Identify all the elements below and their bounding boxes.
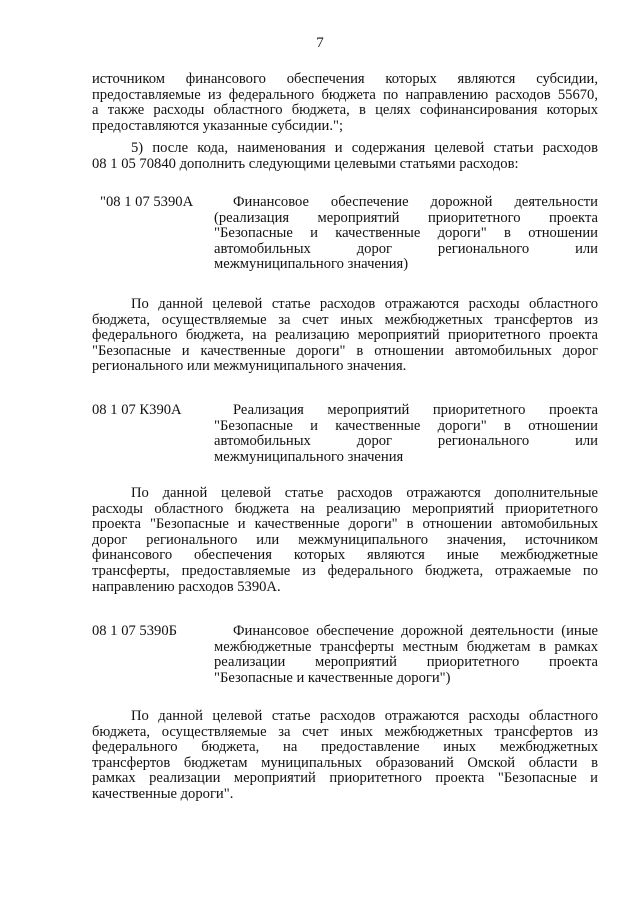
text-line: качественные дороги". [92, 785, 234, 802]
text-line: По данной целевой статье расходов отражаются расходы областного [131, 708, 598, 724]
text-line: автомобильных дорог регионального или [214, 433, 598, 450]
text-line: предоставляемые из федерального бюджета по направлению расходов 55670, [92, 86, 598, 103]
text-line: федерального бюджета, на реализацию мероприятий приоритетного проекта [92, 327, 598, 344]
budget-entry-k390a [92, 403, 598, 483]
text-line: дорог регионального или межмуниципального значения, источником [92, 531, 598, 548]
text-line: автомобильных дорог регионального или [214, 240, 598, 257]
page-number: 7 [316, 35, 324, 51]
entry-name [214, 403, 598, 465]
text-line: (реализация мероприятий приоритетного проекта [214, 209, 598, 226]
text-line: рамках реализации мероприятий приоритетного проекта "Безопасные и [92, 770, 598, 787]
text-line: межмуниципального значения) [214, 256, 409, 273]
text-line: "Безопасные и качественные дороги") [214, 669, 451, 686]
text-line: финансового обеспечения которых являются иные межбюджетные [92, 547, 598, 564]
item-5-paragraph [92, 141, 598, 172]
text-line: предоставляются указанные субсидии."; [92, 117, 344, 134]
entry-description [92, 297, 598, 375]
text-line: По данной целевой статье расходов отражаются расходы областного [131, 296, 598, 312]
text-line: реализации мероприятий приоритетного проекта [214, 654, 598, 671]
text-line: Финансовое обеспечение дорожной деятельности (иные [233, 623, 598, 639]
text-line: бюджета, осуществляемые за счет иных межбюджетных трансфертов из [92, 311, 598, 328]
text-line: трансфертов бюджетам муниципальных образований Омской области в [92, 754, 598, 771]
text-line: источником финансового обеспечения которых являются субсидии, [92, 71, 598, 87]
text-line: федерального бюджета, на предоставление иных межбюджетных [92, 739, 598, 756]
budget-entry-5390b [92, 624, 598, 704]
text-line: проекта "Безопасные и качественные дороги" в отношении автомобильных [92, 516, 598, 533]
text-line: направлению расходов 5390А. [92, 578, 281, 595]
text-line: бюджета, осуществляемые за счет иных межбюджетных трансфертов из [92, 723, 598, 740]
entry-description [92, 486, 598, 595]
text-line: "Безопасные и качественные дороги" в отношении [214, 225, 598, 242]
text-line: 08 1 05 70840 дополнить следующими целевыми статьями расходов: [92, 155, 519, 172]
text-line: 5) после кода, наименования и содержания целевой статьи расходов [131, 140, 598, 156]
intro-paragraph [92, 72, 598, 134]
text-line: межмуниципального значения [214, 448, 404, 465]
budget-entry-5390a [92, 195, 598, 275]
entry-name [214, 195, 598, 273]
text-line: "Безопасные и качественные дороги" в отношении [214, 417, 598, 434]
text-line: Реализация мероприятий приоритетного проекта [233, 402, 598, 418]
entry-code: 08 1 07 К390А [92, 402, 182, 418]
entry-code: 08 1 07 5390Б [92, 623, 177, 639]
text-line: межбюджетные трансферты местным бюджетам в рамках [214, 638, 598, 655]
text-line: "Безопасные и качественные дороги" в отношении автомобильных дорог [92, 342, 598, 359]
entry-description [92, 709, 598, 803]
text-line: По данной целевой статье расходов отражаются дополнительные [131, 485, 598, 501]
text-line: а также расходы областного бюджета, в целях софинансирования которых [92, 102, 598, 119]
text-line: Финансовое обеспечение дорожной деятельности [233, 194, 598, 210]
text-line: трансферты, предоставляемые из федерального бюджета, отражаемые по [92, 562, 598, 579]
entry-code: "08 1 07 5390А [100, 194, 194, 210]
text-line: регионального или межмуниципального значения. [92, 358, 407, 375]
text-line: расходы областного бюджета на реализацию мероприятий приоритетного [92, 500, 598, 517]
entry-name [214, 624, 598, 686]
